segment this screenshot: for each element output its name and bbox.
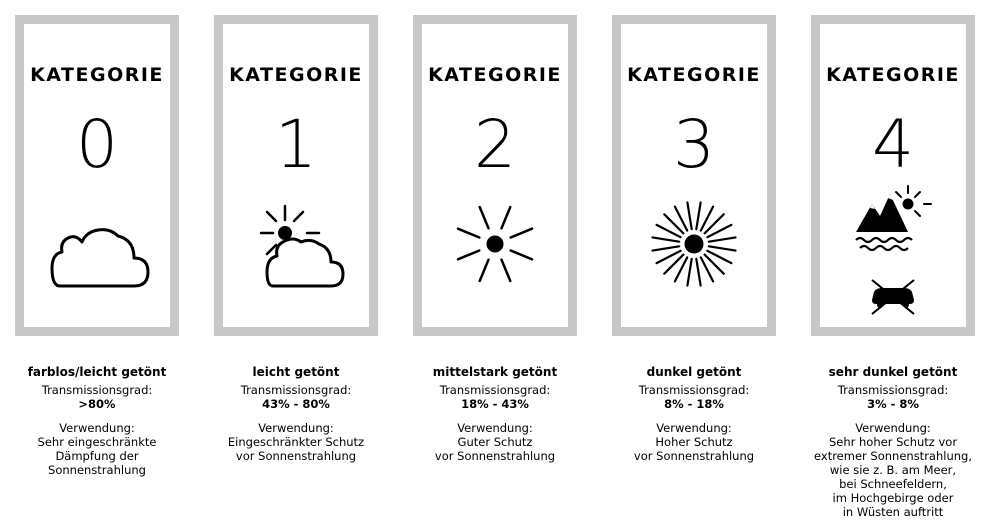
category-3-info (592, 365, 796, 463)
category-1-transmission-value: 43% - 80% (262, 397, 330, 411)
sun-behind-cloud-icon (223, 24, 369, 327)
category-2-info (393, 365, 597, 463)
category-3-column (612, 0, 776, 529)
category-2-card (413, 15, 577, 336)
cloud-icon (24, 24, 170, 327)
category-1-title: KATEGORIE (229, 64, 363, 86)
category-3-transmission-value: 8% - 18% (664, 397, 724, 411)
category-4-info (791, 365, 995, 519)
category-3-title: KATEGORIE (627, 64, 761, 86)
category-0-info (0, 365, 199, 477)
category-4-column (811, 0, 975, 529)
category-2-column (413, 0, 577, 529)
category-3-usage-text: Hoher Schutz vor Sonnenstrahlung (633, 435, 755, 463)
category-1-usage-text: Eingeschränkter Schutz vor Sonnenstrahlung (227, 435, 365, 463)
no-driving-icon (872, 280, 914, 314)
category-2-transmission-label: Transmissionsgrad: (439, 383, 551, 397)
category-0-number: 0 (76, 106, 118, 183)
category-0-column (15, 0, 179, 529)
category-4-title: KATEGORIE (826, 64, 960, 86)
category-0-title: KATEGORIE (30, 64, 164, 86)
category-1-transmission-label: Transmissionsgrad: (240, 383, 352, 397)
category-4-transmission-label: Transmissionsgrad: (837, 383, 949, 397)
category-2-usage-text: Guter Schutz vor Sonnenstrahlung (434, 435, 556, 463)
category-1-info (194, 365, 398, 463)
category-3-card (612, 15, 776, 336)
category-0-transmission-label: Transmissionsgrad: (41, 383, 153, 397)
category-4-card (811, 15, 975, 336)
category-2-description: mittelstark getönt (432, 365, 558, 379)
sun-icon (422, 24, 568, 327)
category-0-description: farblos/leicht getönt (27, 365, 167, 379)
category-3-number: 3 (673, 106, 715, 183)
category-0-card (15, 15, 179, 336)
category-2-transmission-value: 18% - 43% (461, 397, 529, 411)
category-4-usage-label: Verwendung: (855, 421, 931, 435)
category-1-card (214, 15, 378, 336)
category-0-transmission-value: >80% (78, 397, 116, 411)
category-3-description: dunkel getönt (646, 365, 742, 379)
category-0-usage-text: Sehr eingeschränkte Dämpfung der Sonnenstrahlung (37, 435, 157, 477)
category-3-usage-label: Verwendung: (656, 421, 732, 435)
strong-sun-icon (621, 24, 767, 327)
category-2-number: 2 (474, 106, 516, 183)
category-1-usage-label: Verwendung: (258, 421, 334, 435)
category-3-transmission-label: Transmissionsgrad: (638, 383, 750, 397)
mountain-sea-sun-icon (820, 24, 966, 327)
category-1-number: 1 (275, 106, 317, 183)
category-4-number: 4 (872, 106, 914, 183)
category-1-description: leicht getönt (252, 365, 340, 379)
category-2-title: KATEGORIE (428, 64, 562, 86)
category-1-column (214, 0, 378, 529)
category-0-usage-label: Verwendung: (59, 421, 135, 435)
category-4-transmission-value: 3% - 8% (867, 397, 919, 411)
category-2-usage-label: Verwendung: (457, 421, 533, 435)
category-4-usage-text: Sehr hoher Schutz vor extremer Sonnenstrahlung, wie sie z. B. am Meer, bei Schneefeldern, im Hochgebirge oder in Wüsten auftritt (814, 435, 972, 519)
category-4-description: sehr dunkel getönt (828, 365, 958, 379)
